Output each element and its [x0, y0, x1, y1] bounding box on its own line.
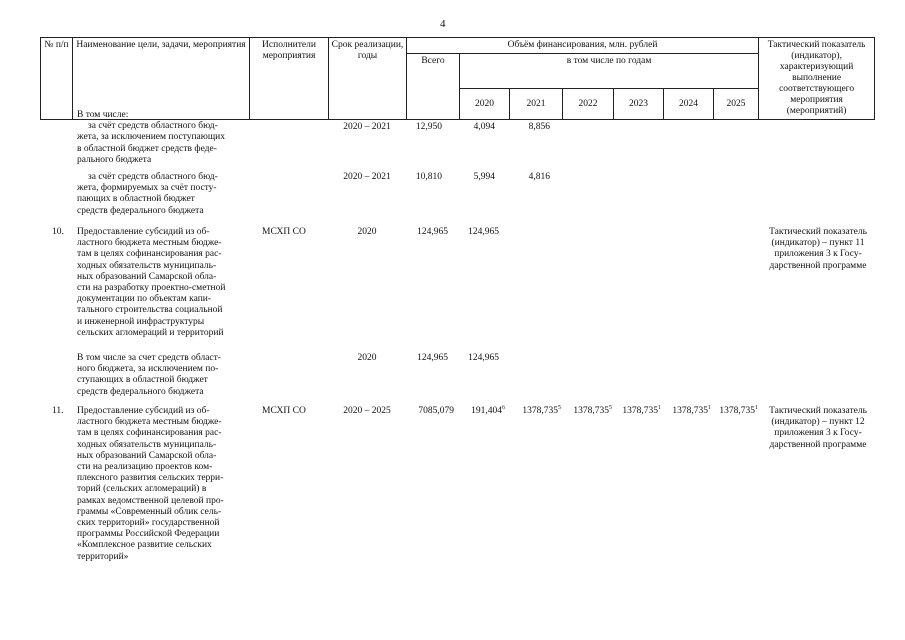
header-name: Наименование цели, задачи, мероприятия [73, 38, 250, 120]
table-header [40, 37, 875, 120]
header-year-2022: 2022 [563, 89, 614, 120]
row-11-term: 2020 – 2025 [343, 406, 391, 416]
header-year-2025: 2025 [714, 89, 759, 120]
row-10-sub-term: 2020 [357, 353, 377, 363]
row-1-name: В том числе: за счёт средств областного бюд- жета, за исключением поступающих в областной бюджет средств феде- рального бюджета [77, 110, 226, 165]
row-10-total: 124,965 [417, 227, 448, 237]
row-1-2021: 8,856 [528, 122, 550, 132]
header-by-years: в том числе по годам [460, 54, 759, 89]
row-11-num: 11. [52, 406, 64, 416]
header-indicator: Тактический показатель (индикатор), характеризующий выполнение соответствующего мероприятия (мероприятий) [759, 38, 875, 120]
row-11-2020: 191,404$^6$ [471, 404, 505, 416]
row-11-name: Предоставление субсидий из об- ластного бюджета местным бюдже- там в целях софинансирования рас- ходных обязательств муниципаль- ных образований Самарской обла- сти на реализацию проектов ком- плексного развития сельских терри- торий (сельских агломераций) в рамках ведомственной целевой про- граммы «Современный облик сель- ских территорий» государственной программы Российской Федерации «Комплексное развитие сельских территорий» [77, 406, 224, 562]
row-11-2023: 1378,735$^1$ [622, 404, 661, 416]
row-1-total: 12,950 [415, 122, 442, 132]
header-term: Срок реализации, годы [329, 38, 407, 120]
row-10-executor: МСХП СО [262, 227, 306, 237]
header-year-2021: 2021 [510, 89, 563, 120]
row-11-executor: МСХП СО [262, 406, 306, 416]
row-11-2021: 1378,735$^5$ [522, 404, 561, 416]
header-num: № п/п [41, 38, 73, 120]
row-1-2020: 4,094 [473, 122, 495, 132]
row-11-indicator: Тактический показатель (индикатор) – пункт 12 приложения 3 к Госу- дарственной программе [769, 406, 867, 450]
row-11-total: 7085,079 [418, 406, 454, 416]
header-total: Всего [407, 54, 460, 120]
row-10-indicator: Тактический показатель (индикатор) – пункт 11 приложения 3 к Госу- дарственной программе [769, 227, 867, 271]
row-2-name: за счёт средств областного бюд- жета, формируемых за счёт посту- пающих в областной бюджет средств федерального бюджета [77, 172, 218, 216]
row-2-term: 2020 – 2021 [343, 172, 391, 182]
row-10-2020: 124,965 [468, 227, 499, 237]
row-2-2020: 5,994 [473, 172, 495, 182]
header-year-2024: 2024 [664, 89, 714, 120]
row-11-2025: 1378,735$^1$ [719, 404, 758, 416]
header-financing: Объём финансирования, млн. рублей [407, 38, 759, 54]
row-10-sub-name: В том числе за счет средств област- ного бюджета, за исключением по- ступающих в областной бюджет средств федерального бюджета [77, 353, 221, 397]
row-11-2022: 1378,735$^5$ [573, 404, 612, 416]
row-2-total: 10,810 [415, 172, 442, 182]
row-10-name: Предоставление субсидий из об- ластного бюджета местным бюдже- там в целях софинансирования рас- ходных обязательств муниципаль- ных образований Самарской обла- сти на разработку проектно-сметной документации по объектам капи- тального строительства социальной и инженерной инфраструктуры сельских агломераций и территорий [77, 227, 226, 338]
row-10-term: 2020 [357, 227, 377, 237]
row-10-sub-total: 124,965 [417, 353, 448, 363]
row-1-term: 2020 – 2021 [343, 122, 391, 132]
header-year-2020: 2020 [460, 89, 510, 120]
header-executors: Исполнители мероприятия [250, 38, 329, 120]
row-10-num: 10. [52, 227, 64, 237]
header-year-2023: 2023 [614, 89, 664, 120]
row-11-2024: 1378,735$^1$ [672, 404, 711, 416]
row-2-2021: 4,816 [528, 172, 550, 182]
page-number: 4 [440, 18, 446, 30]
row-10-sub-2020: 124,965 [468, 353, 499, 363]
